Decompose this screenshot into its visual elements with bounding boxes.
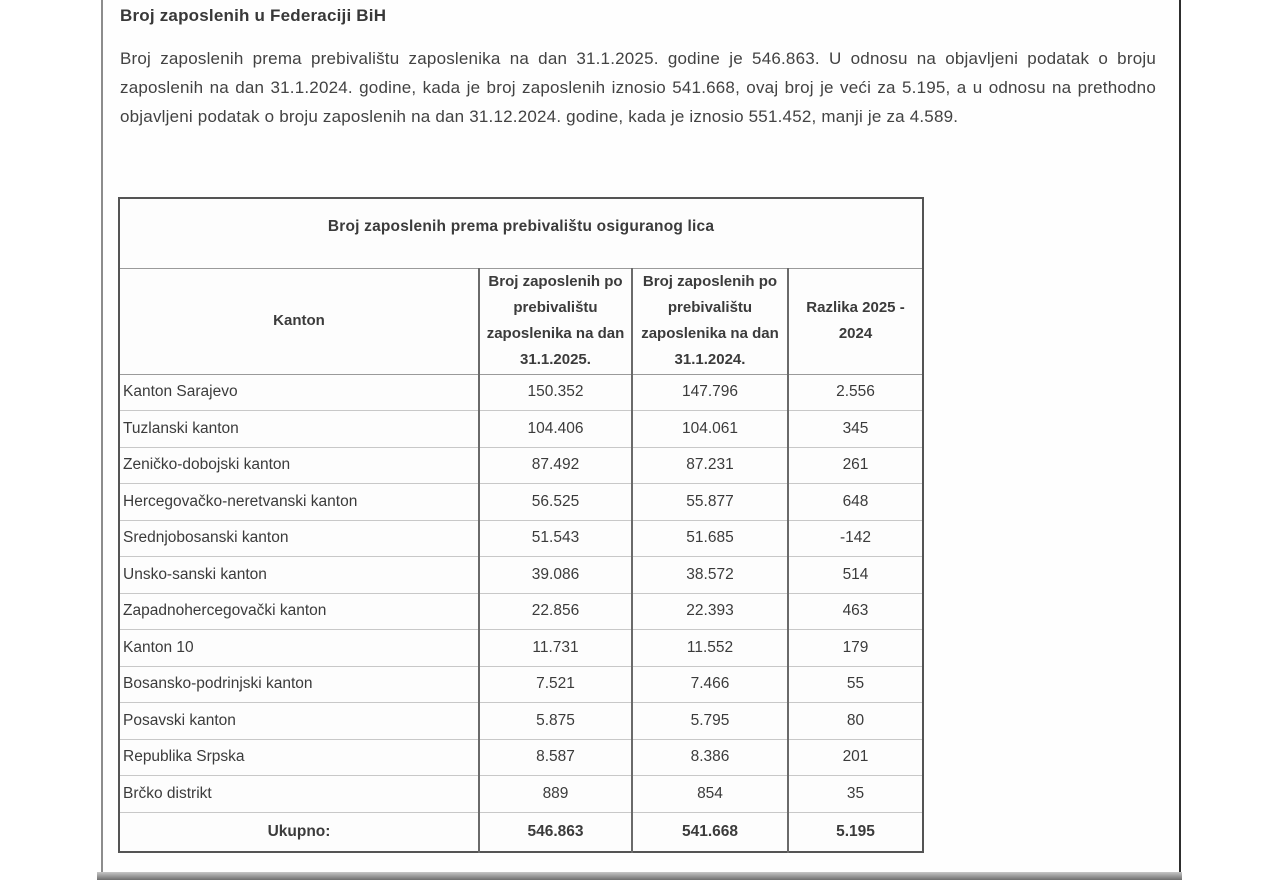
kanton-name: Zeničko-dobojski kanton	[119, 447, 479, 484]
column-header-2025: Broj zaposlenih po prebivalištu zaposlenika na dan 31.1.2025.	[479, 268, 632, 374]
table-row	[119, 739, 923, 776]
value-2024: 147.796	[632, 374, 788, 411]
kanton-name: Republika Srpska	[119, 739, 479, 776]
value-2025: 56.525	[479, 484, 632, 521]
value-diff: 648	[788, 484, 923, 521]
employment-table	[118, 197, 924, 853]
value-diff: 55	[788, 666, 923, 703]
value-diff: 514	[788, 557, 923, 594]
kanton-name: Tuzlanski kanton	[119, 411, 479, 448]
value-2024: 7.466	[632, 666, 788, 703]
value-2024: 38.572	[632, 557, 788, 594]
total-row	[119, 812, 923, 852]
kanton-name: Unsko-sanski kanton	[119, 557, 479, 594]
value-diff: 179	[788, 630, 923, 667]
value-2025: 51.543	[479, 520, 632, 557]
value-2025: 150.352	[479, 374, 632, 411]
value-diff: 261	[788, 447, 923, 484]
table-row	[119, 703, 923, 740]
total-label: Ukupno:	[119, 812, 479, 852]
kanton-name: Kanton 10	[119, 630, 479, 667]
page-title: Broj zaposlenih u Federaciji BiH	[120, 6, 387, 25]
table-row	[119, 557, 923, 594]
value-2024: 55.877	[632, 484, 788, 521]
kanton-name: Brčko distrikt	[119, 776, 479, 813]
value-2025: 8.587	[479, 739, 632, 776]
column-header-2024: Broj zaposlenih po prebivalištu zaposlenika na dan 31.1.2024.	[632, 268, 788, 374]
value-2025: 889	[479, 776, 632, 813]
page-bottom-edge	[97, 872, 1182, 880]
value-diff: 201	[788, 739, 923, 776]
total-2024: 541.668	[632, 812, 788, 852]
table-caption: Broj zaposlenih prema prebivalištu osiguranog lica	[119, 198, 923, 268]
value-2025: 11.731	[479, 630, 632, 667]
column-header-kanton: Kanton	[119, 268, 479, 374]
table-row	[119, 374, 923, 411]
value-2025: 104.406	[479, 411, 632, 448]
value-2025: 39.086	[479, 557, 632, 594]
kanton-name: Posavski kanton	[119, 703, 479, 740]
value-2025: 5.875	[479, 703, 632, 740]
value-2024: 22.393	[632, 593, 788, 630]
value-2024: 8.386	[632, 739, 788, 776]
total-2025: 546.863	[479, 812, 632, 852]
kanton-name: Bosansko-podrinjski kanton	[119, 666, 479, 703]
table-row	[119, 520, 923, 557]
value-2024: 87.231	[632, 447, 788, 484]
kanton-name: Hercegovačko-neretvanski kanton	[119, 484, 479, 521]
total-diff: 5.195	[788, 812, 923, 852]
value-2025: 87.492	[479, 447, 632, 484]
kanton-name: Zapadnohercegovački kanton	[119, 593, 479, 630]
value-2024: 854	[632, 776, 788, 813]
intro-paragraph: Broj zaposlenih prema prebivalištu zaposlenika na dan 31.1.2025. godine je 546.863. U odnosu na objavljeni podatak o broju zaposlenih na dan 31.1.2024. godine, kada je broj zaposlenih iznosio 541.668, ovaj broj je veći za 5.195, a u odnosu na prethodno objavljeni podatak o broju zaposlenih na dan 31.12.2024. godine, kada je iznosio 551.452, manji je za 4.589.	[120, 49, 1156, 126]
value-2025: 22.856	[479, 593, 632, 630]
column-header-razlika: Razlika 2025 - 2024	[788, 268, 923, 374]
value-2024: 5.795	[632, 703, 788, 740]
value-diff: -142	[788, 520, 923, 557]
value-2025: 7.521	[479, 666, 632, 703]
table-row	[119, 666, 923, 703]
value-2024: 11.552	[632, 630, 788, 667]
table-row	[119, 484, 923, 521]
kanton-name: Srednjobosanski kanton	[119, 520, 479, 557]
table-header-row	[119, 268, 923, 374]
value-2024: 104.061	[632, 411, 788, 448]
table-row	[119, 776, 923, 813]
table-row	[119, 447, 923, 484]
table-caption-row	[119, 198, 923, 268]
value-diff: 463	[788, 593, 923, 630]
table-row	[119, 593, 923, 630]
value-2024: 51.685	[632, 520, 788, 557]
value-diff: 80	[788, 703, 923, 740]
table-row	[119, 630, 923, 667]
value-diff: 345	[788, 411, 923, 448]
value-diff: 35	[788, 776, 923, 813]
value-diff: 2.556	[788, 374, 923, 411]
kanton-name: Kanton Sarajevo	[123, 383, 238, 401]
table-row	[119, 411, 923, 448]
